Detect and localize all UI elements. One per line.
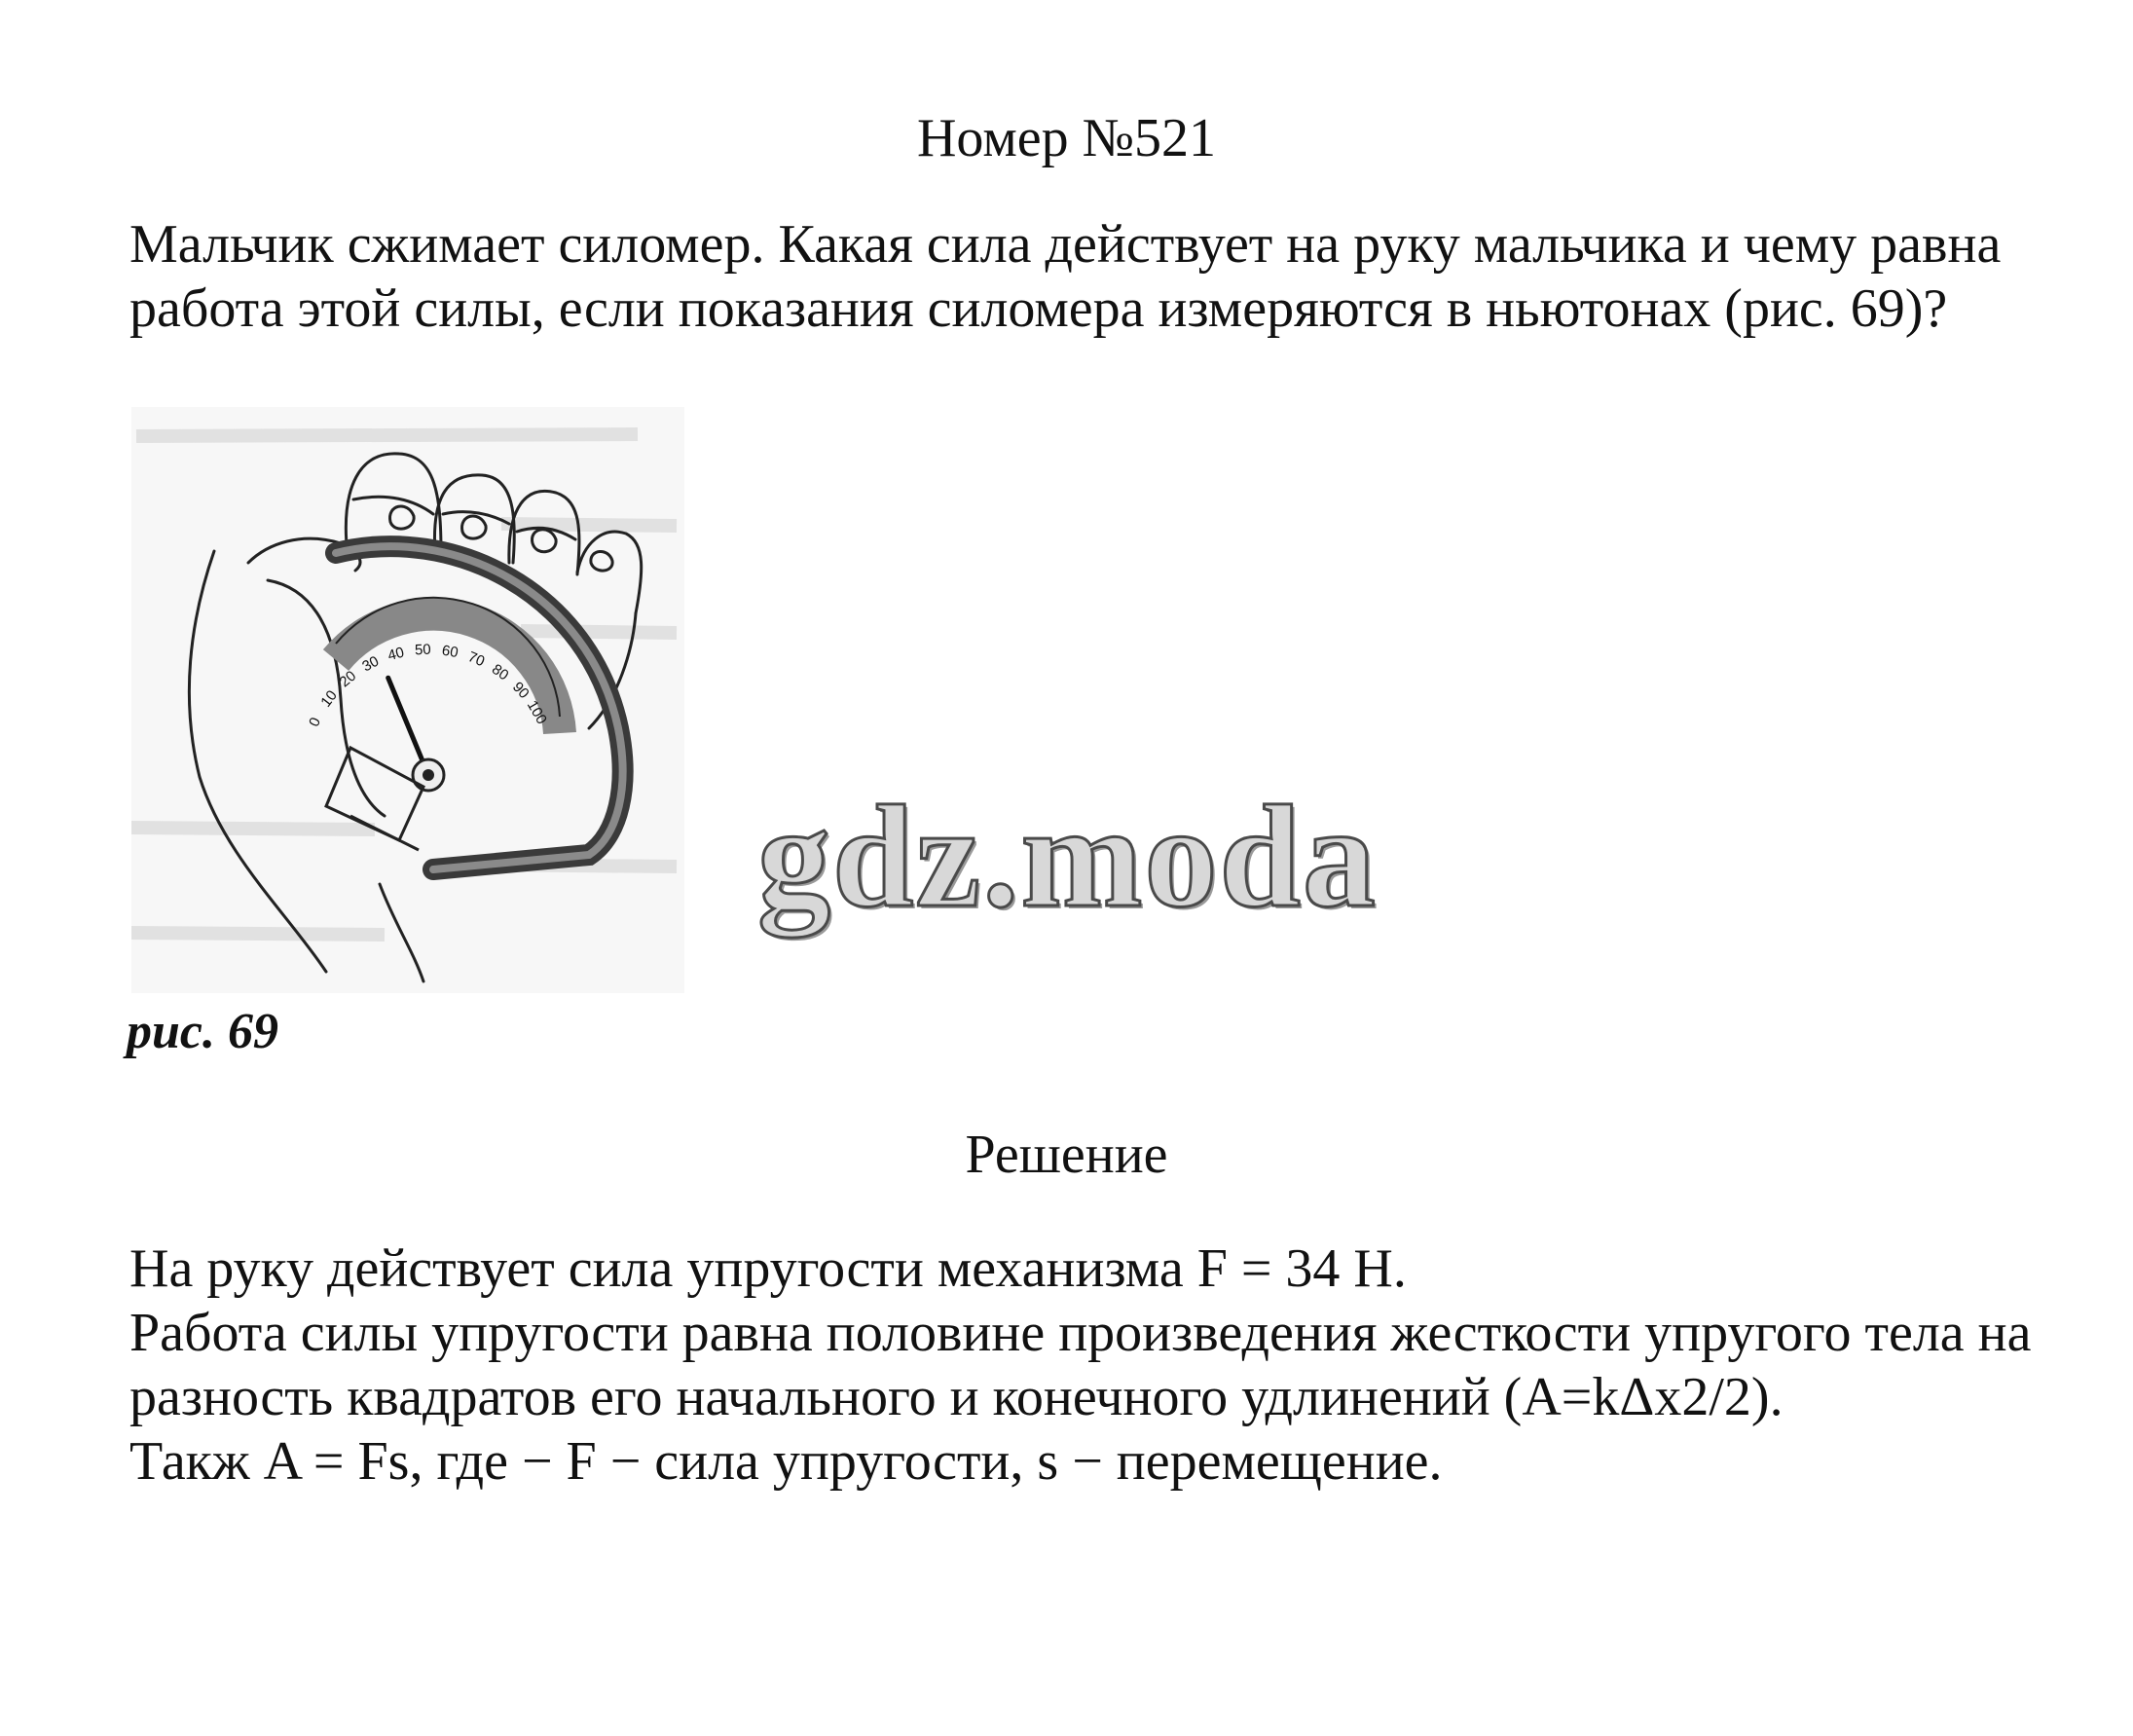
scale-label: 30 <box>359 652 382 676</box>
scale-label: 80 <box>488 660 512 684</box>
scale-label: 100 <box>523 697 550 727</box>
scale-label: 70 <box>465 648 488 671</box>
scale-label: 20 <box>336 667 360 691</box>
dynamometer-figure <box>131 407 684 993</box>
scale-label: 50 <box>414 641 432 659</box>
scale-label: 40 <box>386 644 407 665</box>
hand-dynamometer-illustration <box>131 407 684 993</box>
scale-label: 60 <box>440 642 460 662</box>
solution-text <box>129 1237 2057 1494</box>
solution-line: На руку действует сила упругости механизма F = 34 Н. <box>129 1238 1407 1299</box>
scale-label: 90 <box>508 679 533 703</box>
watermark-logo: gdz.moda <box>757 776 1378 938</box>
solution-line: Работа силы упругости равна половине произведения жесткости упругого тела на разность квадратов его начального и конечного удлинений (A=kΔx2/2). <box>129 1303 2032 1427</box>
page-title: Номер №521 <box>916 108 1217 168</box>
solution-heading: Решение <box>965 1125 1168 1185</box>
figure-caption: рис. 69 <box>127 1004 278 1059</box>
scale-label: 10 <box>317 686 341 711</box>
scale-label: 0 <box>306 715 324 730</box>
solution-line: Такж A = Fs, где − F − сила упругости, s − перемещение. <box>129 1431 1443 1492</box>
problem-statement: Мальчик сжимает силомер. Какая сила действует на руку мальчика и чему равна работа этой силы, если показания силомера измеряются в ньютонах (рис. 69)? <box>129 214 2002 339</box>
